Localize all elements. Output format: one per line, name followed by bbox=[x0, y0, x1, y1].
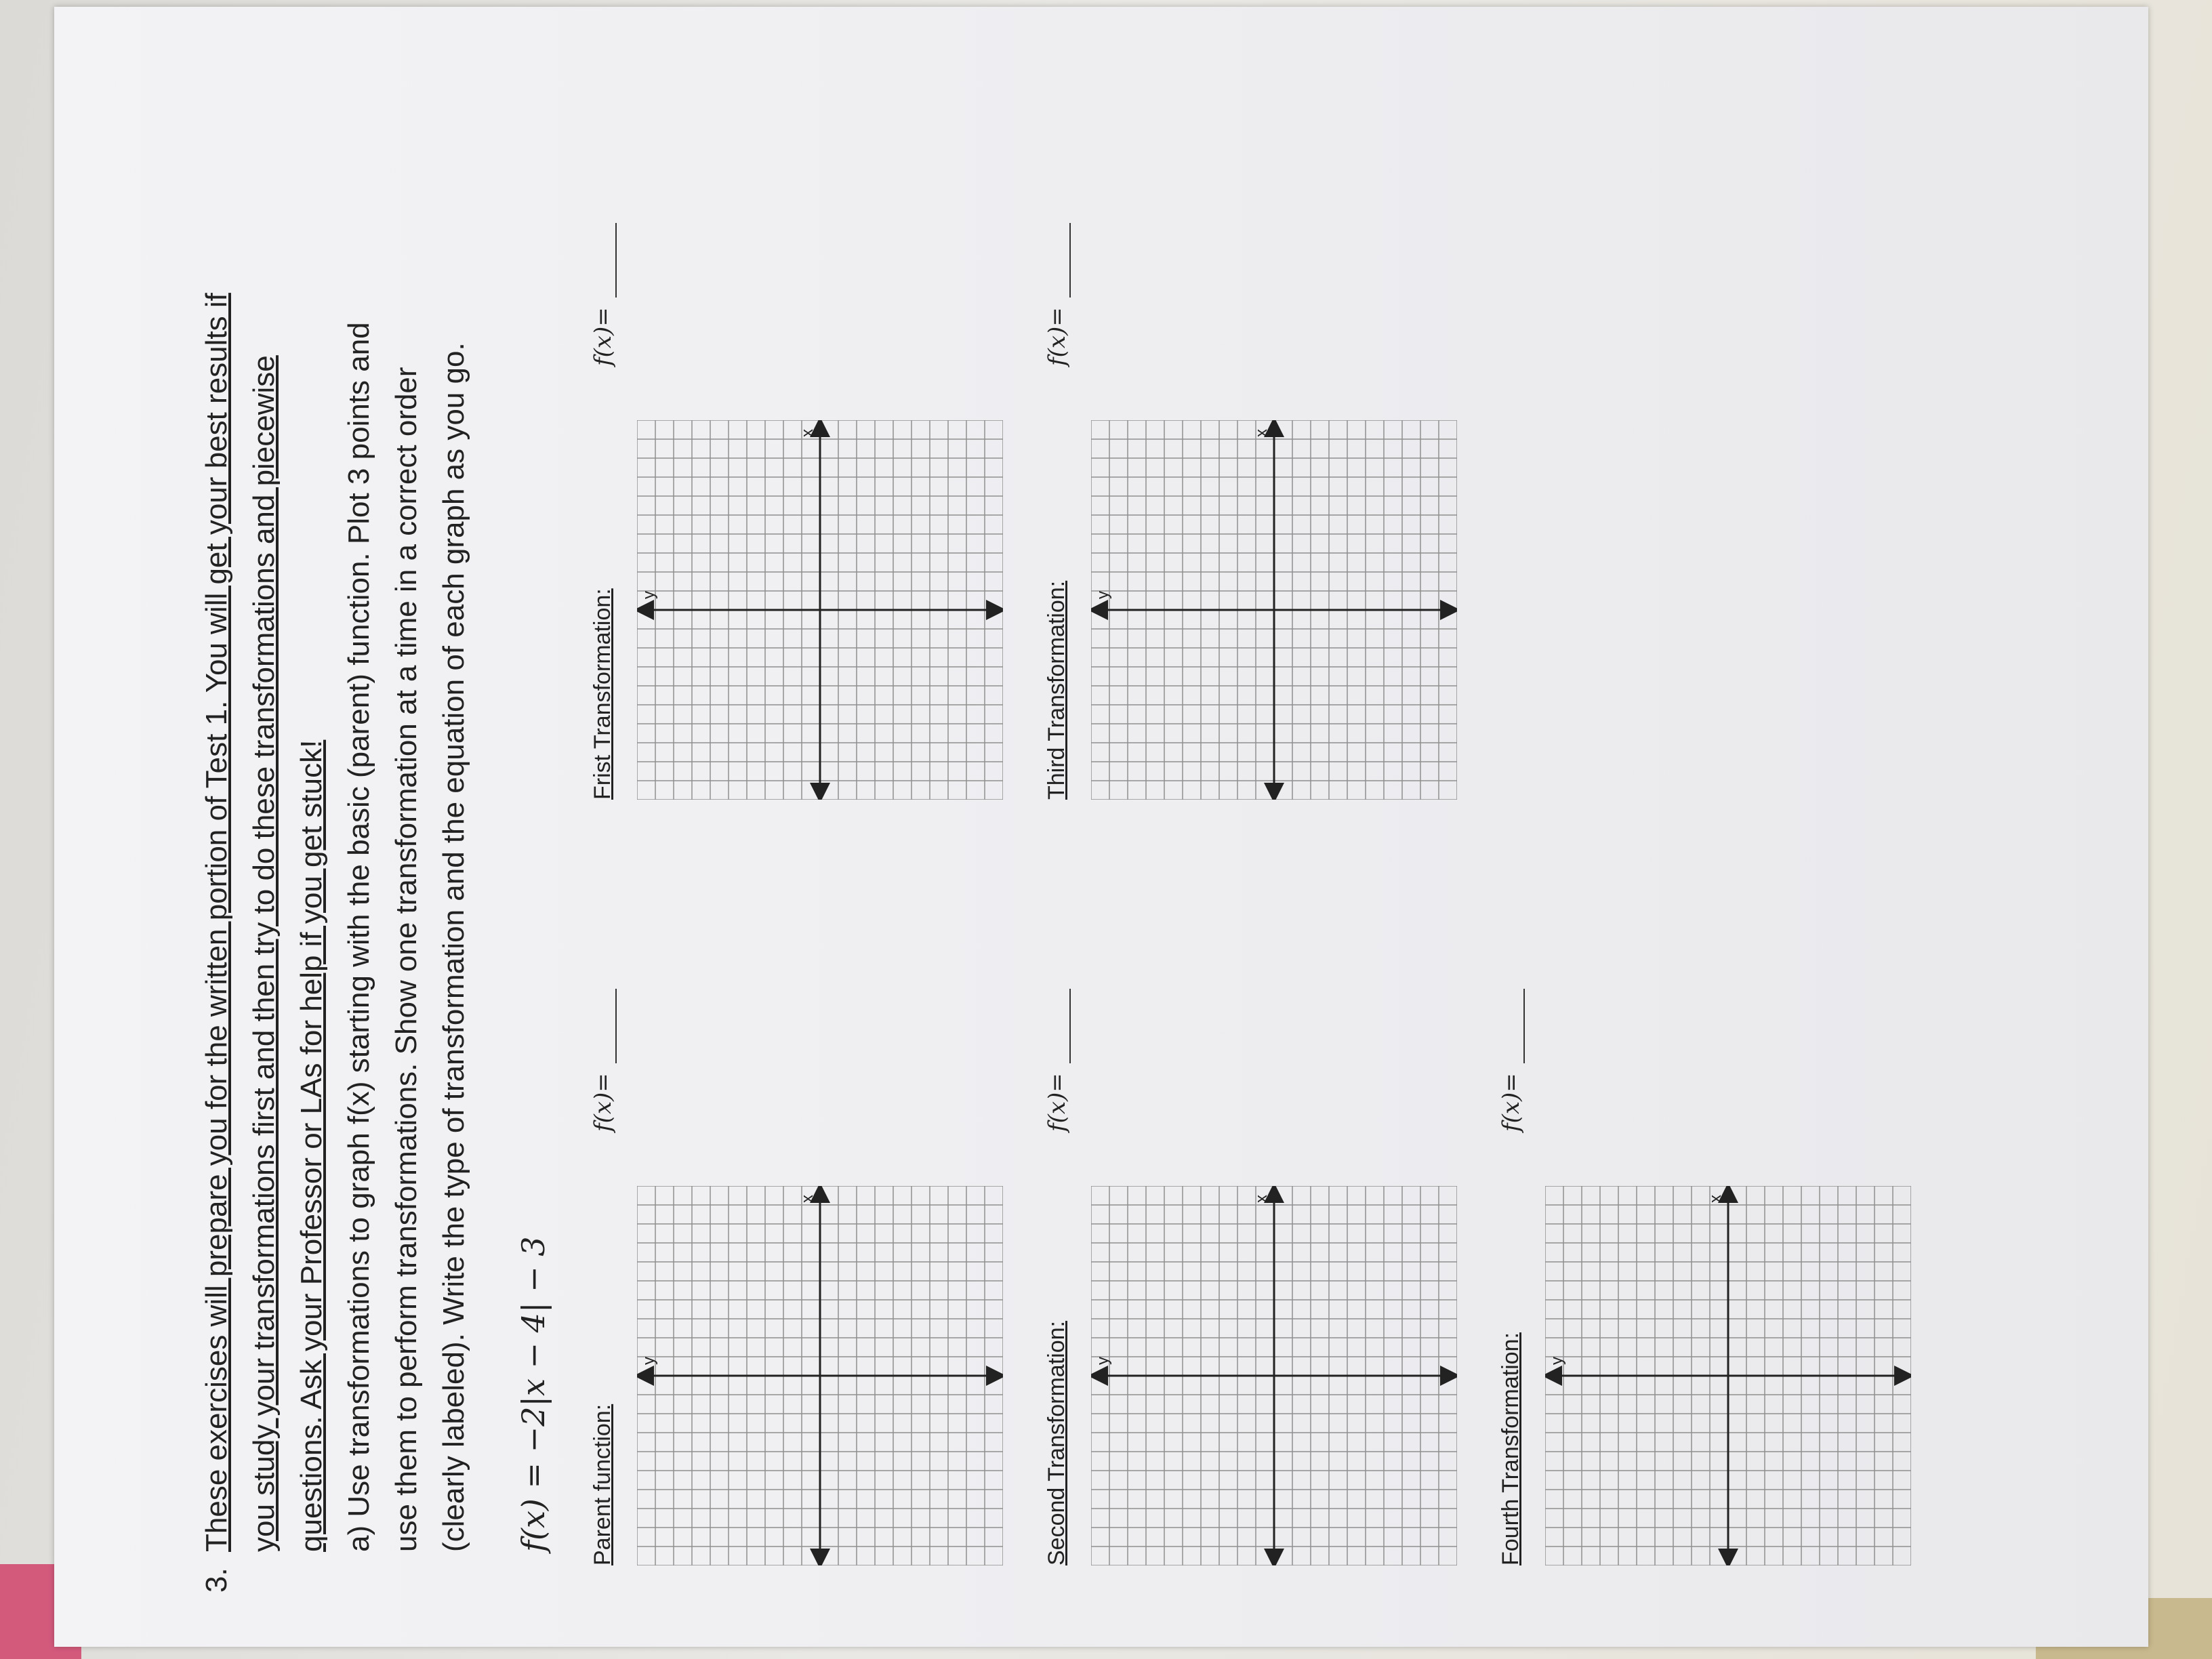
coordinate-grid[interactable] bbox=[1091, 1186, 1457, 1565]
y-axis-label: y bbox=[1548, 1357, 1566, 1365]
grid-svg bbox=[1545, 1186, 1911, 1565]
y-axis-label: y bbox=[640, 1357, 658, 1365]
graph-title: Second Transformation: bbox=[1044, 1321, 1069, 1565]
part-a-line-1: a) Use transformations to graph f(x) starting with the basic (parent) function. Plot 3 points and bbox=[342, 322, 375, 1552]
equation-label bbox=[590, 223, 617, 366]
coordinate-grid[interactable] bbox=[1091, 420, 1457, 800]
equation-label bbox=[1044, 989, 1071, 1132]
equation-answer-blank[interactable] bbox=[1049, 989, 1071, 1063]
graph-title: Fourth Transformation: bbox=[1498, 1332, 1523, 1565]
worksheet-paper bbox=[54, 7, 2148, 1647]
equation-label-text: f(x)= bbox=[1044, 1073, 1071, 1132]
question-number: 3. bbox=[200, 1568, 233, 1593]
given-function: f(x) = −2|x − 4| − 3 bbox=[515, 1236, 552, 1552]
equation-answer-blank[interactable] bbox=[1503, 989, 1525, 1063]
graph-title: Third Transformation: bbox=[1044, 580, 1069, 800]
y-axis-label: y bbox=[1094, 591, 1112, 599]
coordinate-grid[interactable] bbox=[637, 420, 1003, 800]
graph-title: Parent function: bbox=[590, 1404, 615, 1565]
x-axis-label: x bbox=[1252, 1195, 1271, 1203]
coordinate-grid[interactable] bbox=[1545, 1186, 1911, 1565]
part-a-line-2: use them to perform transformations. Show one transformation at a time in a correct order bbox=[390, 367, 423, 1552]
x-axis-label: x bbox=[798, 429, 817, 437]
equation-answer-blank[interactable] bbox=[1049, 223, 1071, 298]
graph-title: Frist Transformation: bbox=[590, 588, 615, 800]
y-axis-label: y bbox=[1094, 1357, 1112, 1365]
equation-label-text: f(x)= bbox=[590, 1073, 617, 1132]
equation-label-text: f(x)= bbox=[590, 307, 617, 366]
equation-answer-blank[interactable] bbox=[595, 989, 617, 1063]
equation-label bbox=[1044, 223, 1071, 366]
part-a-line-3: (clearly labeled). Write the type of transformation and the equation of each graph as you go. bbox=[437, 342, 470, 1552]
grid-svg bbox=[637, 1186, 1003, 1565]
equation-label bbox=[590, 989, 617, 1132]
grid-svg bbox=[1091, 1186, 1457, 1565]
x-axis-label: x bbox=[1252, 429, 1271, 437]
grid-svg bbox=[1091, 420, 1457, 800]
equation-label bbox=[1498, 989, 1525, 1132]
x-axis-label: x bbox=[798, 1195, 817, 1203]
coordinate-grid[interactable] bbox=[637, 1186, 1003, 1565]
intro-line-3: questions. Ask your Professor or LAs for help if you get stuck! bbox=[295, 739, 328, 1552]
worksheet-page bbox=[54, 7, 2148, 1647]
y-axis-label: y bbox=[640, 591, 658, 599]
x-axis-label: x bbox=[1706, 1195, 1725, 1203]
equation-label-text: f(x)= bbox=[1044, 307, 1071, 366]
intro-line-1: These exercises will prepare you for the written portion of Test 1. You will get your best results if bbox=[200, 293, 233, 1552]
equation-label-text: f(x)= bbox=[1498, 1073, 1525, 1132]
intro-line-2: you study your transformations first and then try to do these transformations and piecewise bbox=[247, 355, 281, 1552]
grid-svg bbox=[637, 420, 1003, 800]
equation-answer-blank[interactable] bbox=[595, 223, 617, 298]
